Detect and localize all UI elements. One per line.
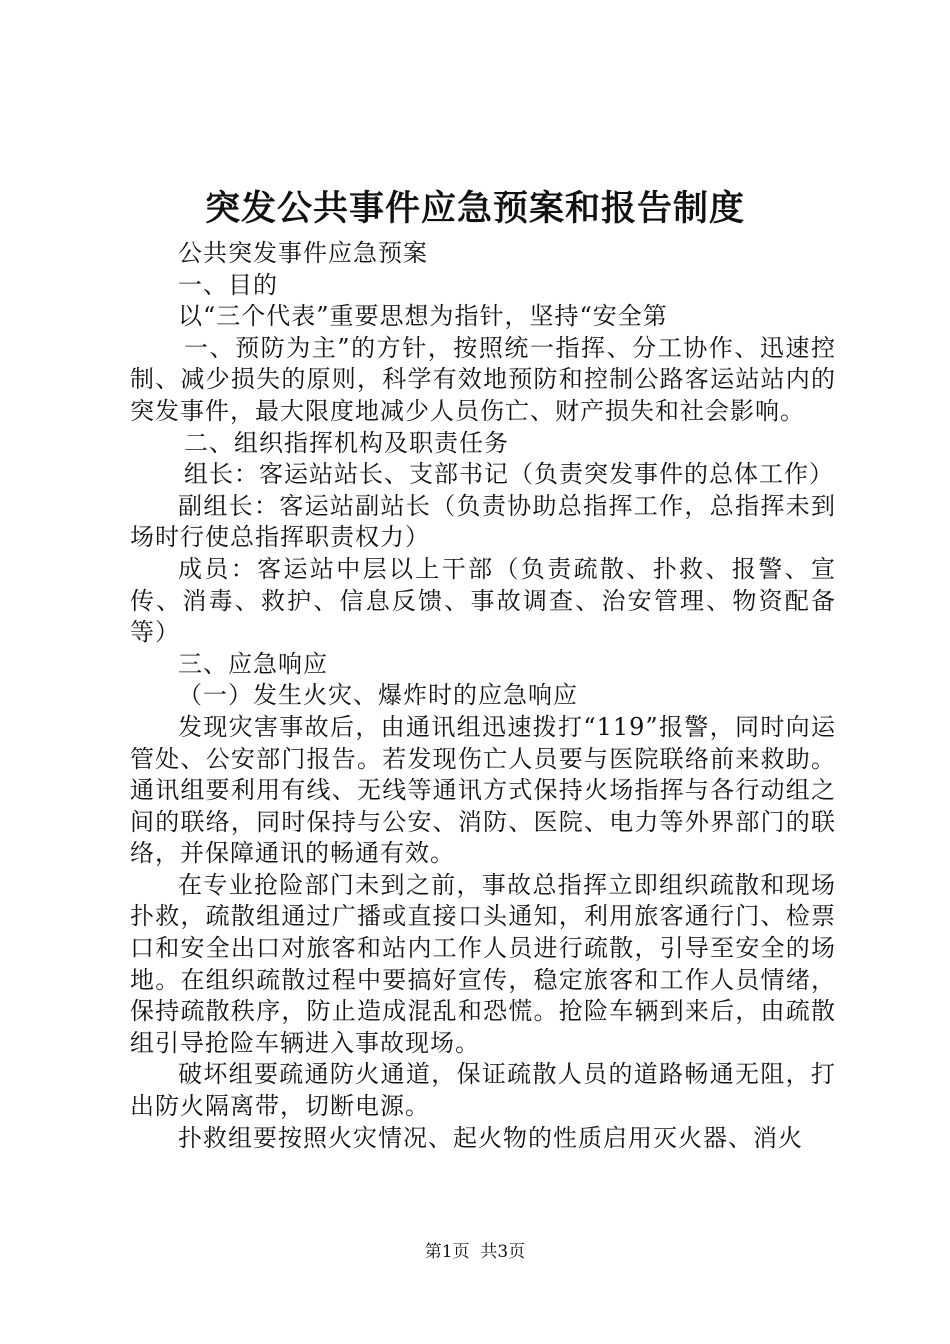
paragraph-team-leader: 组长：客运站站长、支部书记（负责突发事件的总体工作） xyxy=(184,460,834,489)
paragraph-extinguish: 扑救组要按照火灾情况、起火物的性质启用灭火器、消火 xyxy=(178,1123,803,1152)
section-heading-purpose: 一、目的 xyxy=(178,270,278,299)
section-heading-response: 三、应急响应 xyxy=(178,649,328,678)
document-body xyxy=(130,238,836,1154)
paragraph-evacuation: 在专业抢险部门未到之前，事故总指挥立即组织疏散和现场扑救，疏散组通过广播或直接口头通知，利用旅客通行门、检票口和安全出口对旅客和站内工作人员进行疏散，引导至安全的场地。在组织疏散过程中要搞好宣传，稳定旅客和工作人员情绪，保持疏散秩序，防止造成混乱和恐慌。抢险车辆到来后，由疏散组引导抢险车辆进入事故现场。 xyxy=(130,870,836,1057)
section-heading-organization: 二、组织指挥机构及职责任务 xyxy=(184,428,509,457)
paragraph-deputy-leader: 副组长：客运站副站长（负责协助总指挥工作，总指挥未到场时行使总指挥职责权力） xyxy=(130,491,836,552)
subsection-heading-fire: （一）发生火灾、爆炸时的应急响应 xyxy=(178,681,578,710)
paragraph-alarm: 发现灾害事故后，由通讯组迅速拨打“119”报警，同时向运管处、公安部门报告。若发现伤亡人员要与医院联络前来救助。通讯组要利用有线、无线等通讯方式保持火场指挥与各行动组之间的联络，同时保持与公安、消防、医院、电力等外界部门的联络，并保障通讯的畅通有效。 xyxy=(130,712,836,868)
paragraph-principle: 一、预防为主”的方针，按照统一指挥、分工协作、迅速控制、减少损失的原则，科学有效地预防和控制公路客运站站内的突发事件，最大限度地减少人员伤亡、财产损失和社会影响。 xyxy=(130,333,836,425)
paragraph-guideline: 以“三个代表”重要思想为指针，坚持“安全第 xyxy=(178,302,668,331)
paragraph-plan-heading: 公共突发事件应急预案 xyxy=(178,239,428,267)
page-footer: 第1页 共3页 xyxy=(424,1242,526,1262)
document-title: 突发公共事件应急预案和报告制度 xyxy=(204,188,745,229)
paragraph-members: 成员：客运站中层以上干部（负责疏散、扑救、报警、宣传、消毒、救护、信息反馈、事故调查、治安管理、物资配备等） xyxy=(130,554,836,647)
paragraph-firebreak: 破坏组要疏通防火通道，保证疏散人员的道路畅通无阻，打出防火隔离带，切断电源。 xyxy=(130,1060,836,1121)
